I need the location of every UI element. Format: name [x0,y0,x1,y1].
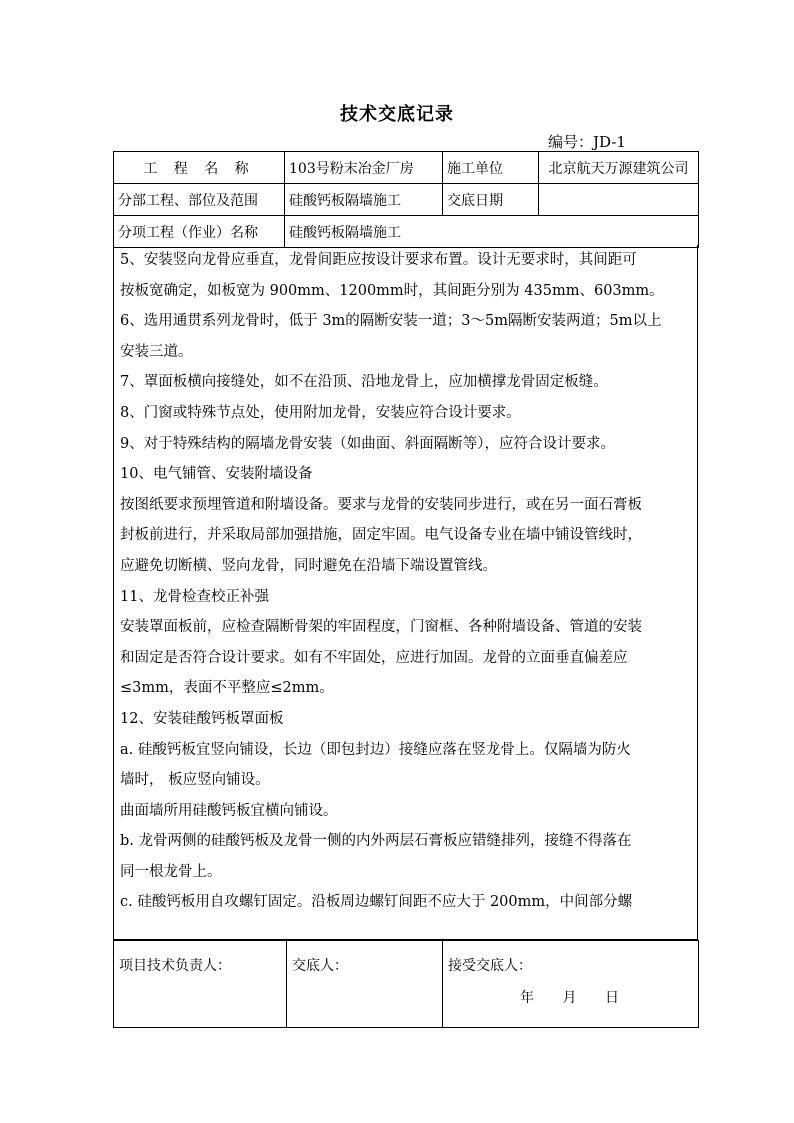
signature-row [114,941,699,1028]
content-line: 按图纸要求预埋管道和附墙设备。要求与龙骨的安装同步进行，或在另一面石膏板 [120,496,642,513]
division-value: 硅酸钙板隔墙施工 [285,184,443,216]
disclosure-date-value [539,184,699,216]
content-line: 11、龙骨检查校正补强 [120,588,269,605]
receiver-signature [443,941,699,1028]
header-row-project [114,152,699,184]
construction-unit-value: 北京航天万源建筑公司 [539,152,699,184]
header-row-division [114,184,699,216]
signature-table [113,940,699,1028]
content-line: b. 龙骨两侧的硅酸钙板及龙骨一侧的内外两层石膏板应错缝排列，接缝不得落在 [120,833,632,850]
content-line: 8、门窗或特殊节点处，使用附加龙骨，安装应符合设计要求。 [120,404,521,421]
content-line: 同一根龙骨上。 [120,863,222,880]
header-row-subitem [114,216,699,248]
date-month: 月 [562,990,579,1006]
date-day: 日 [604,990,621,1006]
signature-date [443,987,698,1007]
receiver-label: 接受交底人： [448,958,532,974]
content-line: 9、对于特殊结构的隔墙龙骨安装（如曲面、斜面隔断等），应符合设计要求。 [120,435,615,452]
disclosure-content [113,245,698,940]
project-name-value: 103号粉末冶金厂房 [285,152,443,184]
content-line: 10、电气铺管、安装附墙设备 [120,466,313,483]
division-label: 分部工程、部位及范围 [114,184,285,216]
header-table [113,151,699,248]
content-line: 应避免切断横、竖向龙骨，同时避免在沿墙下端设置管线。 [120,557,497,574]
date-year: 年 [520,990,537,1006]
content-line: 7、罩面板横向接缝处，如不在沿顶、沿地龙骨上，应加横撑龙骨固定板缝。 [120,374,608,391]
presenter-signature [287,941,443,1028]
construction-unit-label: 施工单位 [443,152,539,184]
content-line: 安装三道。 [120,343,193,360]
content-line: 安装罩面板前，应检查隔断骨架的牢固程度，门窗框、各种附墙设备、管道的安装 [120,619,642,636]
presenter-label: 交底人： [292,958,348,974]
content-line: a. 硅酸钙板宜竖向铺设，长边（即包封边）接缝应落在竖龙骨上。仅隔墙为防火 [120,741,631,758]
content-line: 墙时， 板应竖向铺设。 [120,772,270,789]
content-line: 曲面墙所用硅酸钙板宜横向铺设。 [120,802,338,819]
project-name-label: 工 程 名 称 [114,152,285,184]
document-title: 技术交底记录 [340,104,454,125]
subitem-label: 分项工程（作业）名称 [114,216,285,248]
content-line: ≤3mm，表面不平整应≤2mm。 [120,680,334,697]
document-code: 编号：JD-1 [548,133,626,151]
content-line: 封板前进行，并采取局部加强措施，固定牢固。电气设备专业在墙中铺设管线时， [120,527,642,544]
content-line: 按板宽确定，如板宽为 900mm、1200mm时，其间距分别为 435mm、603mm。 [120,282,664,299]
content-line: 12、安装硅酸钙板罩面板 [120,710,284,727]
tech-lead-signature [114,941,287,1028]
tech-lead-label: 项目技术负责人： [119,958,231,974]
subitem-value: 硅酸钙板隔墙施工 [285,216,699,248]
content-line: 和固定是否符合设计要求。如有不牢固处，应进行加固。龙骨的立面垂直偏差应 [120,649,628,666]
content-line: c. 硅酸钙板用自攻螺钉固定。沿板周边螺钉间距不应大于 200mm，中间部分螺 [120,894,633,911]
disclosure-date-label: 交底日期 [443,184,539,216]
content-line: 6、选用通贯系列龙骨时，低于 3m的隔断安装一道；3～5m隔断安装两道；5m以上 [120,313,662,330]
content-line: 5、安装竖向龙骨应垂直，龙骨间距应按设计要求布置。设计无要求时，其间距可 [120,252,637,268]
